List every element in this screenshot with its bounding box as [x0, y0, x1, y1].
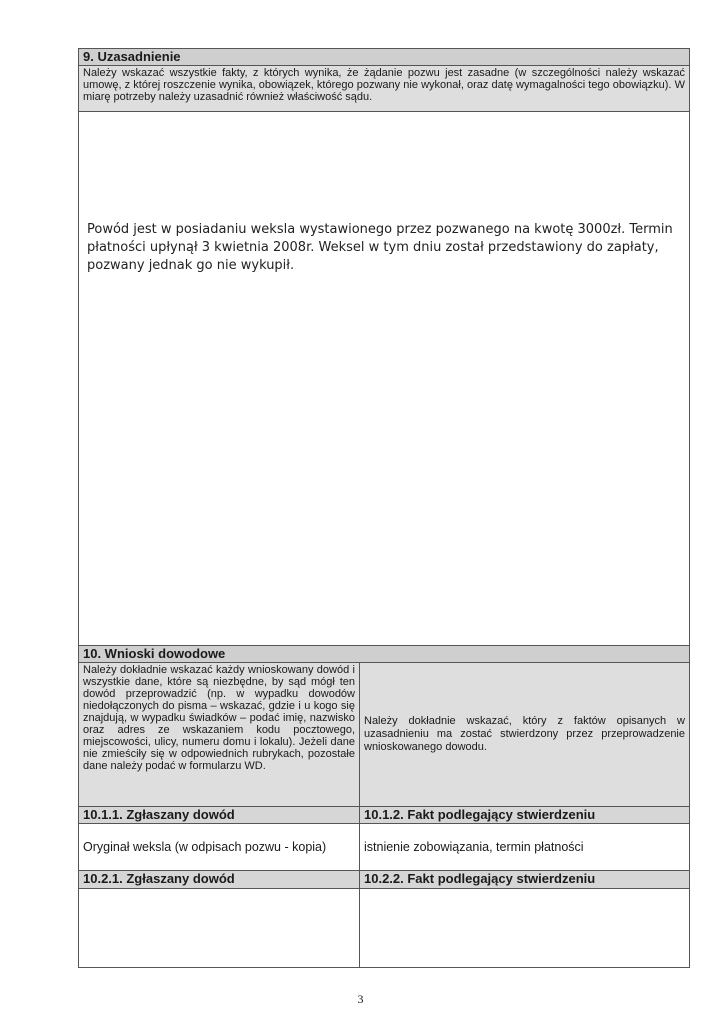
evidence-1-left-header: 10.1.1. Zgłaszany dowód [79, 807, 359, 823]
section-9-title: 9. Uzasadnienie [79, 49, 689, 66]
evidence-1-right-header: 10.1.2. Fakt podlegający stwierdzeniu [360, 807, 689, 823]
evidence-1-fact-field[interactable]: istnienie zobowiązania, termin płatności [364, 840, 584, 854]
section-uzasadnienie [78, 48, 690, 646]
section-10-title: 10. Wnioski dowodowe [79, 646, 689, 663]
page-number: 3 [357, 992, 364, 1006]
evidence-2-proof-field[interactable] [79, 889, 359, 967]
evidence-2-header-row [79, 871, 689, 889]
section-10-header-row [79, 646, 689, 663]
evidence-1-value-row [79, 824, 689, 871]
evidence-1-proof-field[interactable]: Oryginał weksla (w odpisach pozwu - kopia) [83, 840, 327, 854]
section-10-instruction-row [79, 663, 689, 807]
evidence-2-fact-field[interactable] [360, 889, 689, 967]
section-9-body-text[interactable]: Powód jest w posiadaniu weksla wystawionego przez pozwanego na kwotę 3000zł. Termin płatności upłynął 3 kwietnia 2008r. Weksel w tym dniu został przedstawiony do zapłaty, pozwany jednak go nie wykupił. [87, 222, 673, 273]
section-wnioski-dowodowe [78, 646, 690, 968]
evidence-1-header-row [79, 807, 689, 824]
section-10-instruction-left: Należy dokładnie wskazać każdy wnioskowany dowód i wszystkie dane, które są niezbędne, by sąd mógł ten dowód przeprowadzić (np. w wypadku dowodów niedołączonych do pisma – wskazać, gdzie i u kogo się znajdują, w wypadku świadków – podać imię, nazwisko oraz adres ze wskazaniem kodu pocztowego, miejscowości, ulicy, numeru domu i lokalu). Jeżeli dane nie zmieściły się w odpowiednich rubrykach, pozostałe dane należy podać w formularzu WD. [83, 664, 355, 772]
section-10-instruction-right: Należy dokładnie wskazać, który z faktów opisanych w uzasadnieniu ma zostać stwierdzony przez przeprowadzenie wnioskowanego dowodu. [364, 714, 685, 753]
section-9-instruction: Należy wskazać wszystkie fakty, z których wynika, że żądanie pozwu jest zasadne (w szczególności należy wskazać umowę, z której roszczenie wynika, obowiązek, którego pozwany nie wykonał, oraz datę wymagalności tego obowiązku). W miarę potrzeby należy uzasadnić również właściwość sądu. [79, 66, 689, 112]
evidence-2-value-row [79, 889, 689, 967]
evidence-2-right-header: 10.2.2. Fakt podlegający stwierdzeniu [360, 871, 689, 888]
evidence-2-left-header: 10.2.1. Zgłaszany dowód [79, 871, 359, 888]
